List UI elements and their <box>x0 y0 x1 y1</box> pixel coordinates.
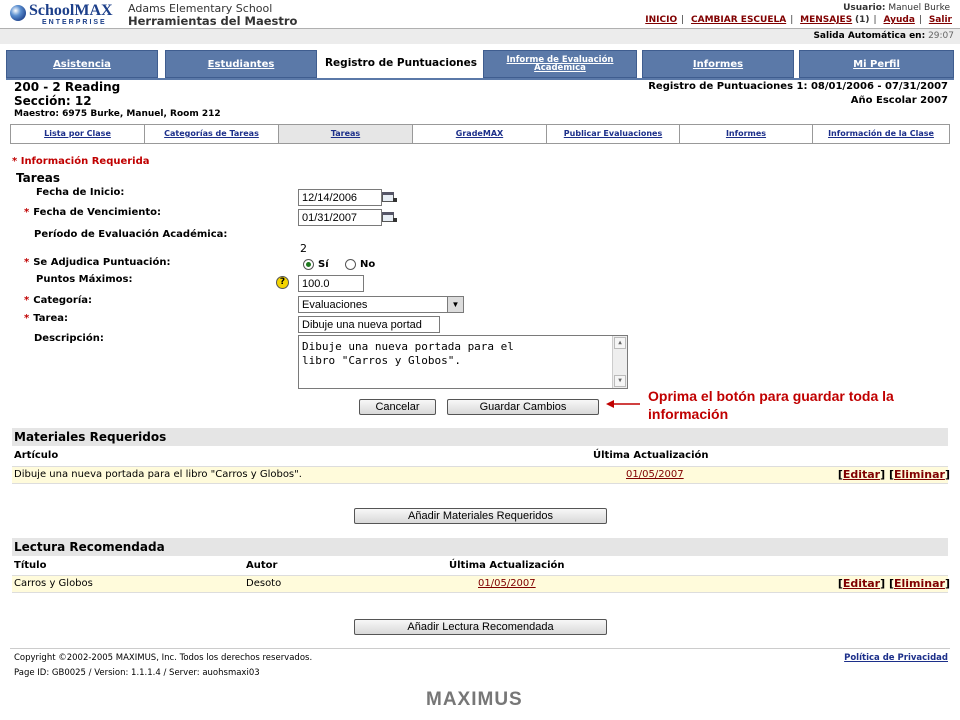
materials-col-item: Artículo <box>14 450 59 461</box>
course-section: Sección: 12 <box>14 94 92 108</box>
course-teacher: Maestro: 6975 Burke, Manuel, Room 212 <box>14 109 221 119</box>
maximus-logo: MAXIMUS <box>426 689 523 710</box>
reading-title: Carros y Globos <box>14 578 93 589</box>
subnav-publicar[interactable]: Publicar Evaluaciones <box>547 125 680 143</box>
delete-link[interactable]: Eliminar <box>894 577 945 590</box>
school-year: Año Escolar 2007 <box>850 95 948 106</box>
required-note: * Información Requerida <box>12 156 150 167</box>
cambiar-escuela-link[interactable]: CAMBIAR ESCUELA <box>691 15 787 25</box>
category-label: * Categoría: <box>24 295 93 306</box>
max-points-label: Puntos Máximos: <box>36 274 133 285</box>
section-title: Tareas <box>16 171 61 185</box>
materials-col-updated: Última Actualización <box>593 450 709 461</box>
tab-underline <box>6 78 954 80</box>
help-icon[interactable]: ? <box>276 276 289 289</box>
copyright: Copyright ©2002-2005 MAXIMUS, Inc. Todos los derechos reservados. <box>14 653 313 663</box>
tab-asistencia[interactable]: Asistencia <box>6 50 158 78</box>
mensajes-count: (1) <box>855 15 870 25</box>
graded-no-label: No <box>360 259 376 270</box>
reading-col-title: Título <box>14 560 47 571</box>
material-updated-link[interactable]: 01/05/2007 <box>626 469 684 480</box>
logo-enterprise: ENTERPRISE <box>42 19 107 26</box>
reading-col-updated: Última Actualización <box>449 560 565 571</box>
graded-yes-radio[interactable] <box>303 259 314 270</box>
main-tabs <box>6 50 954 78</box>
description-textarea[interactable]: Dibuje una nueva portada para el libro "Carros y Globos". ▲ ▼ <box>298 335 628 389</box>
chevron-down-icon: ▼ <box>447 297 463 312</box>
reading-updated-link[interactable]: 01/05/2007 <box>478 578 536 589</box>
reading-col-author: Autor <box>246 560 278 571</box>
app-header <box>0 0 960 30</box>
due-date-input[interactable]: 01/31/2007 <box>298 209 382 226</box>
auto-logout-bar: Salida Automática en: 29:07 <box>0 29 960 44</box>
course-name: 200 - 2 Reading <box>14 80 121 94</box>
graded-no-radio[interactable] <box>345 259 356 270</box>
callout-arrow-icon <box>606 398 640 410</box>
task-input[interactable]: Dibuje una nueva portad <box>298 316 440 333</box>
tab-estudiantes[interactable]: Estudiantes <box>165 50 317 78</box>
salir-link[interactable]: Salir <box>928 15 952 25</box>
material-actions: [Editar] [Eliminar] <box>837 468 950 481</box>
save-button[interactable]: Guardar Cambios <box>447 399 599 415</box>
reading-author: Desoto <box>246 578 282 589</box>
subnav-informacion-clase[interactable]: Información de la Clase <box>828 129 934 138</box>
graded-label: * Se Adjudica Puntuación: <box>24 257 171 268</box>
globe-icon <box>10 5 26 21</box>
ayuda-link[interactable]: Ayuda <box>883 15 915 25</box>
add-reading-button[interactable]: Añadir Lectura Recomendada <box>354 619 607 635</box>
app-title: Herramientas del Maestro <box>128 14 298 28</box>
logo-text: SchoolMAX <box>29 2 113 19</box>
material-item: Dibuje una nueva portada para el libro "Carros y Globos". <box>14 469 302 480</box>
user-info: Usuario: Manuel Burke <box>843 3 950 13</box>
category-select[interactable]: Evaluaciones ▼ <box>298 296 464 313</box>
sub-nav <box>10 124 950 144</box>
materials-section-title: Materiales Requeridos <box>12 428 948 446</box>
textarea-scrollbar[interactable]: ▲ ▼ <box>612 336 627 388</box>
top-links: INICIO | CAMBIAR ESCUELA | MENSAJES (1) | Ayuda | Salir <box>645 15 952 25</box>
auto-logout-time: 29:07 <box>928 31 954 41</box>
school-name: Adams Elementary School <box>128 2 273 15</box>
mensajes-link[interactable]: MENSAJES <box>800 15 853 25</box>
schoolmax-logo[interactable] <box>10 2 122 28</box>
subnav-tareas[interactable]: Tareas <box>279 125 413 143</box>
reading-section-title: Lectura Recomendada <box>12 538 948 556</box>
inicio-link[interactable]: INICIO <box>645 15 678 25</box>
reading-actions: [Editar] [Eliminar] <box>837 577 950 590</box>
subnav-informes[interactable]: Informes <box>680 125 813 143</box>
task-label: * Tarea: <box>24 313 68 324</box>
due-date-label: * Fecha de Vencimiento: <box>24 207 161 218</box>
subnav-categorias[interactable]: Categorías de Tareas <box>145 125 279 143</box>
page-id: Page ID: GB0025 / Version: 1.1.1.4 / Server: auohsmaxi03 <box>14 668 260 678</box>
calendar-icon[interactable] <box>382 191 397 203</box>
add-materials-button[interactable]: Añadir Materiales Requeridos <box>354 508 607 524</box>
edit-link[interactable]: Editar <box>842 577 881 590</box>
period-label: Período de Evaluación Académica: <box>34 229 228 240</box>
save-callout: Oprima el botón para guardar toda la información <box>648 388 894 422</box>
calendar-icon[interactable] <box>382 211 397 223</box>
tab-informe-evaluacion[interactable]: Informe de Evaluación Académica <box>483 50 637 78</box>
graded-yes-label: Sí <box>318 259 329 270</box>
subnav-grademax[interactable]: GradeMAX <box>413 125 547 143</box>
subnav-lista-clase[interactable]: Lista por Clase <box>11 125 145 143</box>
privacy-link[interactable]: Política de Privacidad <box>844 653 948 663</box>
description-label: Descripción: <box>34 333 104 344</box>
tab-registro-puntuaciones[interactable]: Registro de Puntuaciones <box>324 48 478 78</box>
start-date-label: Fecha de Inicio: <box>36 187 125 198</box>
gradebook-range: Registro de Puntuaciones 1: 08/01/2006 - 07/31/2007 <box>648 81 948 92</box>
cancel-button[interactable]: Cancelar <box>359 399 436 415</box>
edit-link[interactable]: Editar <box>842 468 881 481</box>
tab-informes[interactable]: Informes <box>642 50 794 78</box>
tab-mi-perfil[interactable]: Mi Perfil <box>799 50 954 78</box>
max-points-input[interactable]: 100.0 <box>298 275 364 292</box>
start-date-input[interactable]: 12/14/2006 <box>298 189 382 206</box>
delete-link[interactable]: Eliminar <box>894 468 945 481</box>
period-value: 2 <box>300 242 307 255</box>
footer-divider <box>10 648 950 649</box>
